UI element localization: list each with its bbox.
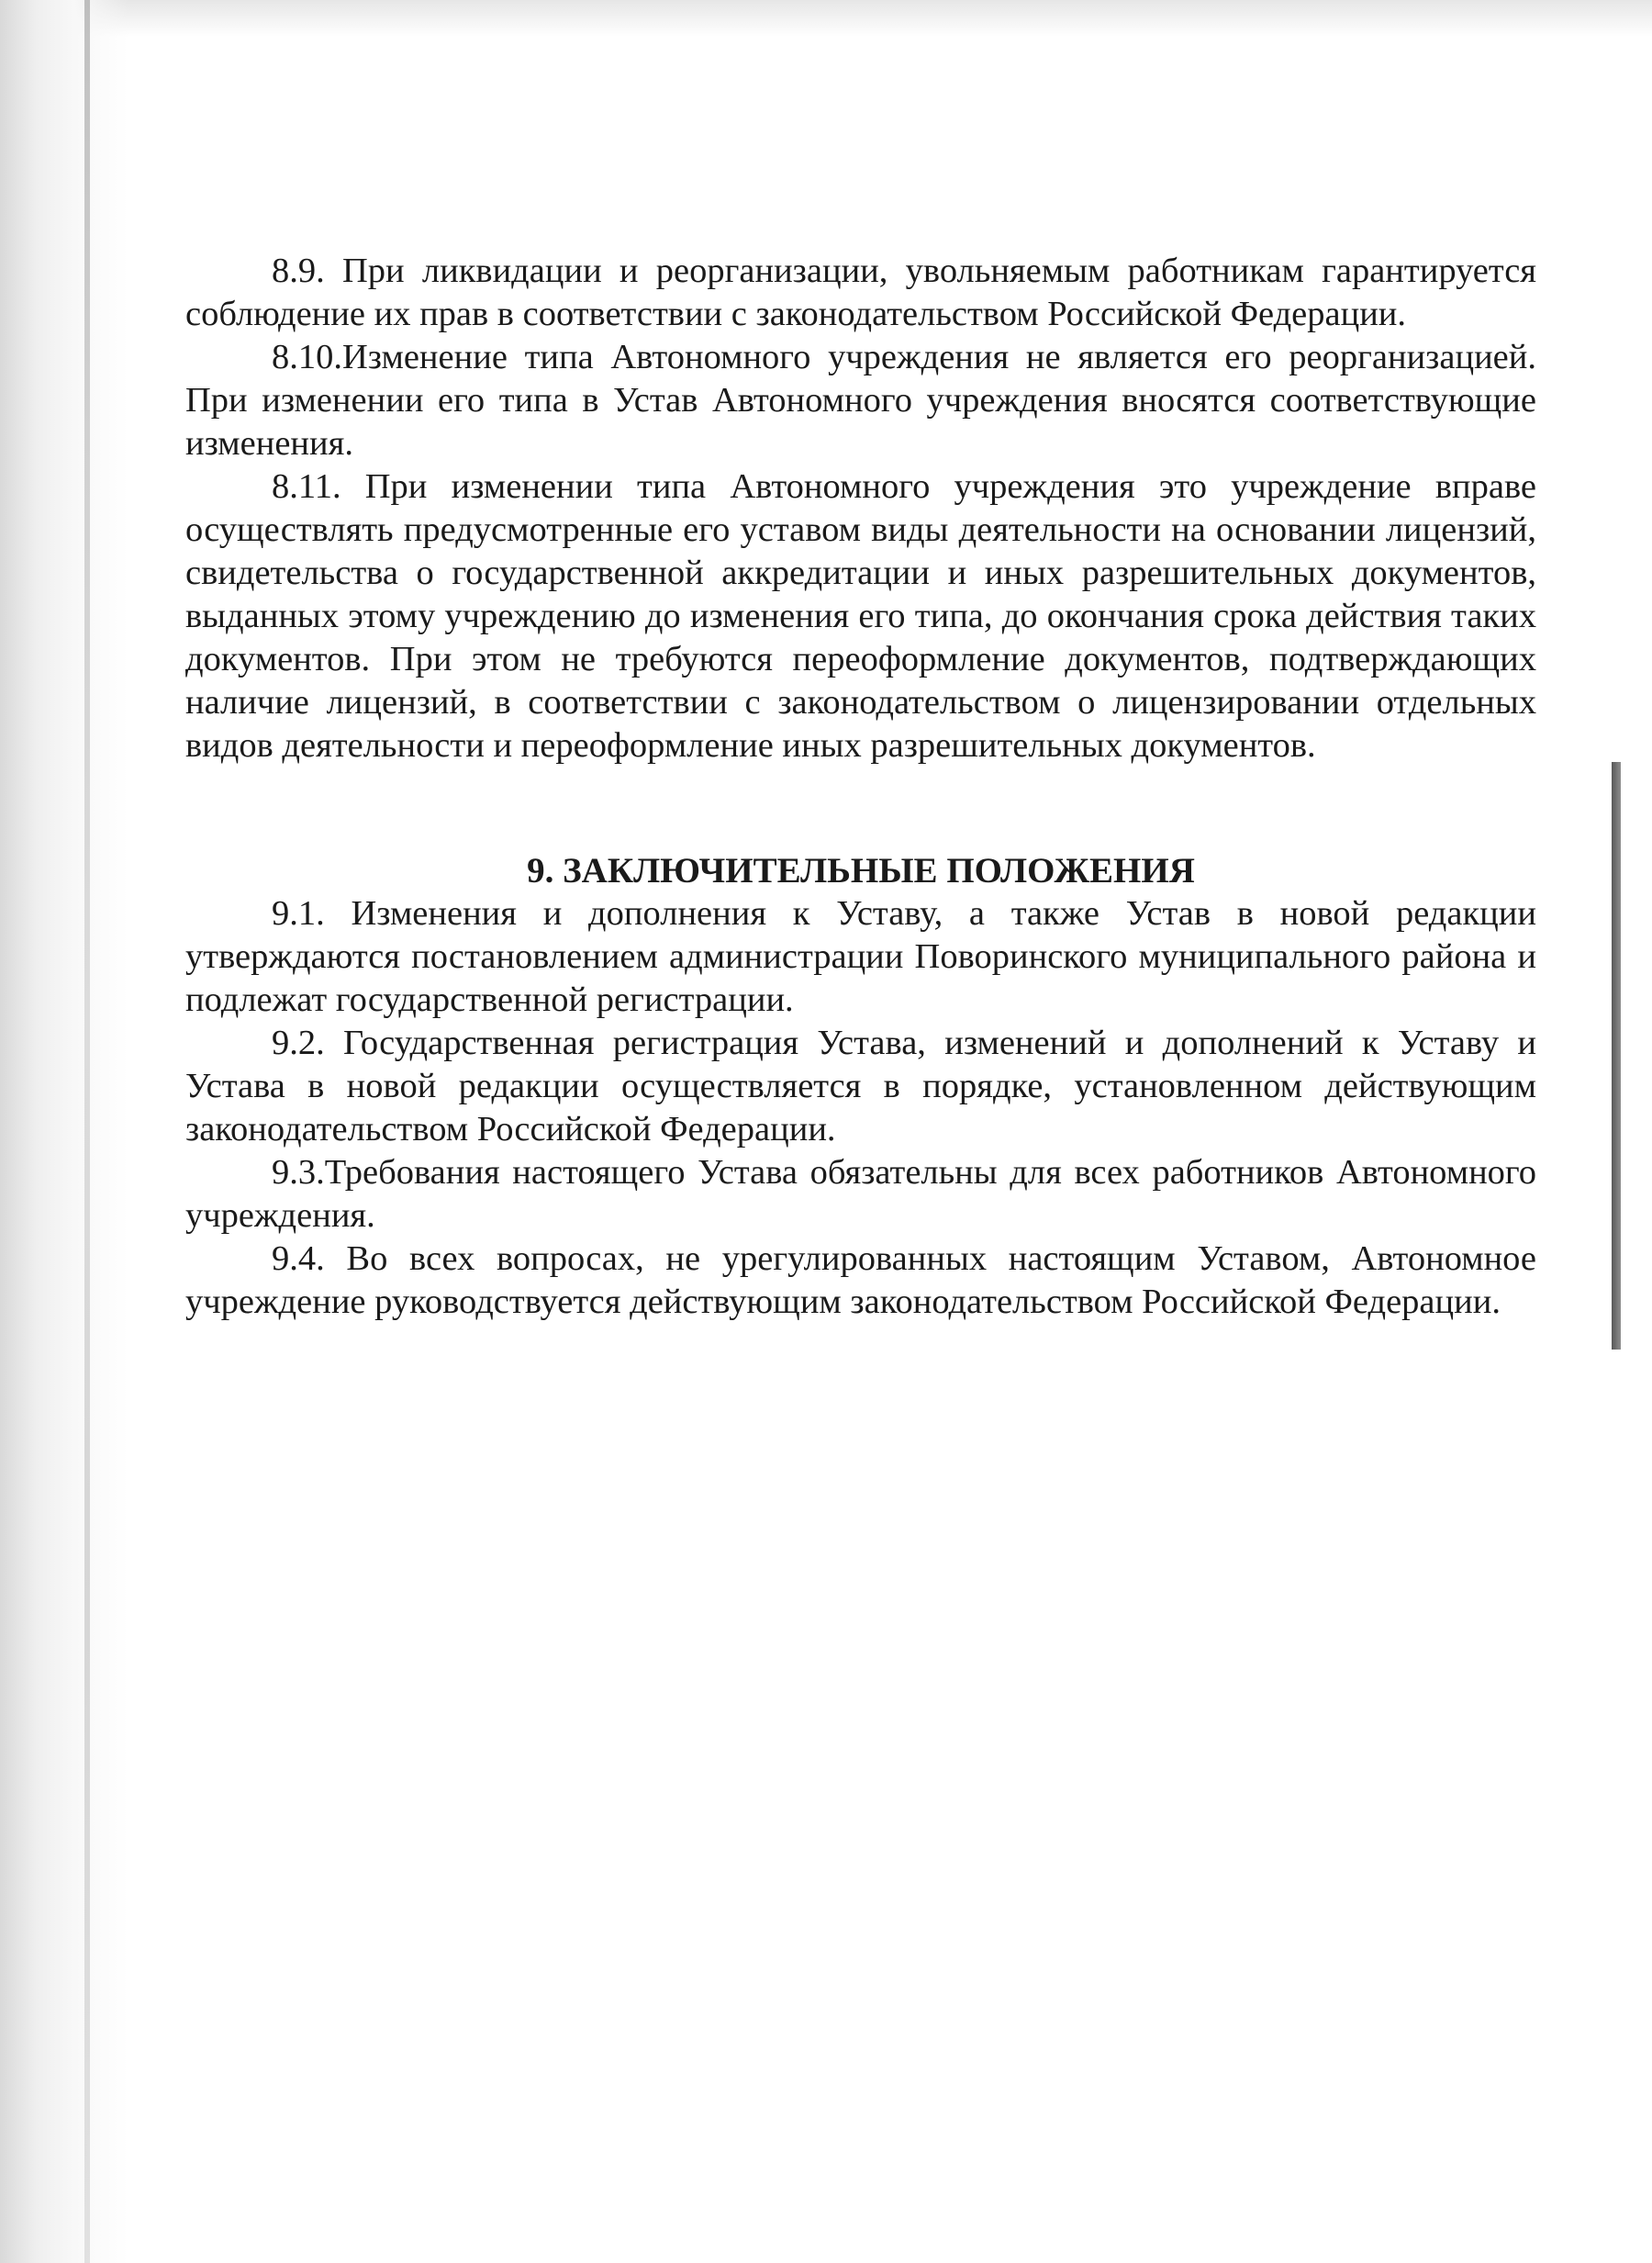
paragraph-8-11: 8.11. При изменении типа Автономного учреждения это учреждение вправе осуществлять предусмотренные его уставом виды деятельности на основании лицензий, свидетельства о государственной аккредитации и иных разрешительных документов, выданных этому учреждению до изменения его типа, до окончания срока действия таких документов. При этом не требуются переоформление документов, подтверждающих наличие лицензий, в соответствии с законодательством о лицензировании отдельных видов деятельности и переоформление иных разрешительных документов. [185,467,1536,765]
section-9-heading: 9. ЗАКЛЮЧИТЕЛЬНЫЕ ПОЛОЖЕНИЯ [527,851,1195,891]
paragraph-9-1: 9.1. Изменения и дополнения к Уставу, а также Устав в новой редакции утверждаются постановлением администрации Поворинского муниципального района и подлежат государственной регистрации. [185,894,1536,1019]
paragraph-9-4: 9.4. Во всех вопросах, не урегулированных настоящим Уставом, Автономное учреждение руководствуется действующим законодательством Российской Федерации. [185,1239,1536,1321]
scan-shadow-left [0,0,128,2263]
scan-edge-left [84,0,90,2263]
paragraph-9-3: 9.3.Требования настоящего Устава обязательны для всех работников Автономного учреждения. [185,1153,1536,1235]
scan-shadow-top [0,0,1652,37]
paragraph-8-10: 8.10.Изменение типа Автономного учреждения не является его реорганизацией. При изменении его типа в Устав Автономного учреждения вносятся соответствующие изменения. [185,338,1536,463]
paragraph-8-9: 8.9. При ликвидации и реорганизации, увольняемым работникам гарантируется соблюдение их прав в соответствии с законодательством Российской Федерации. [185,252,1536,333]
paragraph-9-2: 9.2. Государственная регистрация Устава, изменений и дополнений к Уставу и Устава в новой редакции осуществляется в порядке, установленном действующим законодательством Российской Федерации. [185,1024,1536,1148]
scan-edge-right [1612,762,1621,1350]
document-page [185,250,1536,1324]
